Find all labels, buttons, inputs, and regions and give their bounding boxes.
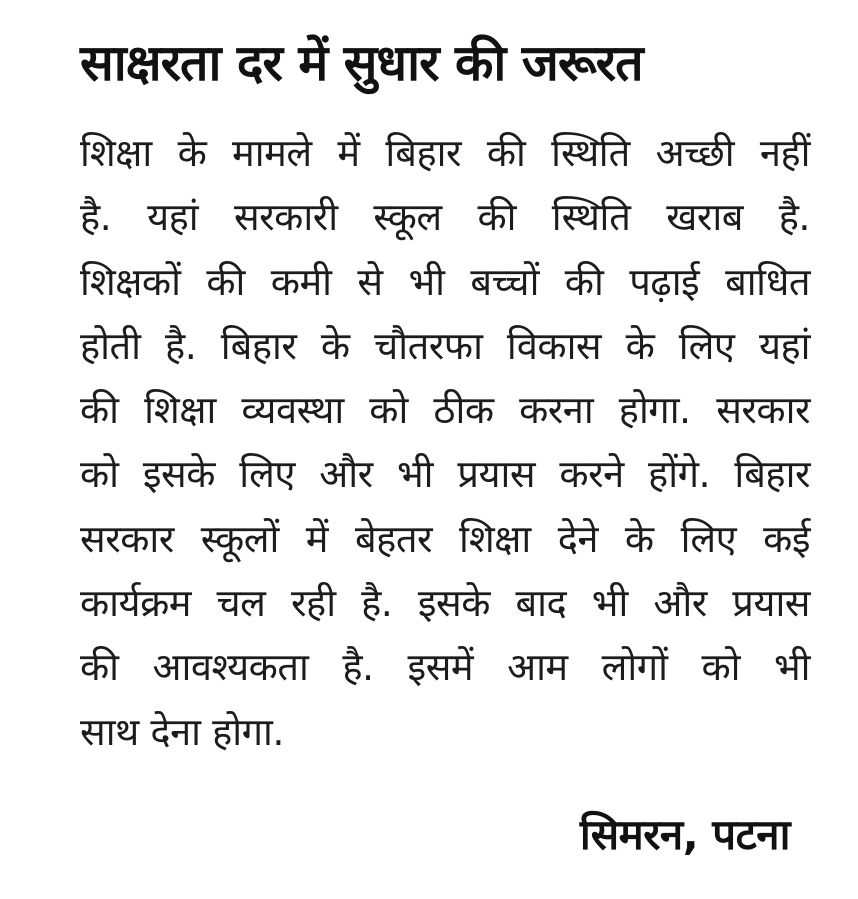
article-line: साथ देना होगा. [80, 709, 284, 754]
article-line: होती है. बिहार के चौतरफा विकास के लिए यहां [80, 323, 810, 368]
author-byline: सिमरन, पटना [579, 810, 790, 859]
article-line: सरकार स्कूलों में बेहतर शिक्षा देने के लिए कई [80, 516, 810, 561]
article-line: की शिक्षा व्यवस्था को ठीक करना होगा. सरकार [80, 388, 810, 433]
article-line: कार्यक्रम चल रही है. इसके बाद भी और प्रयास [80, 581, 810, 626]
article-line: की आवश्यकता है. इसमें आम लोगों को भी [80, 645, 810, 690]
article-headline: साक्षरता दर में सुधार की जरूरत [80, 34, 643, 92]
article-line: को इसके लिए और भी प्रयास करने होंगे. बिहार [80, 452, 810, 497]
article-body [80, 121, 810, 764]
article-line: है. यहां सरकारी स्कूल की स्थिति खराब है. [80, 195, 810, 240]
article-line: शिक्षा के मामले में बिहार की स्थिति अच्छी नहीं [80, 131, 810, 175]
article-line: शिक्षकों की कमी से भी बच्चों की पढ़ाई बाधित [80, 259, 810, 304]
